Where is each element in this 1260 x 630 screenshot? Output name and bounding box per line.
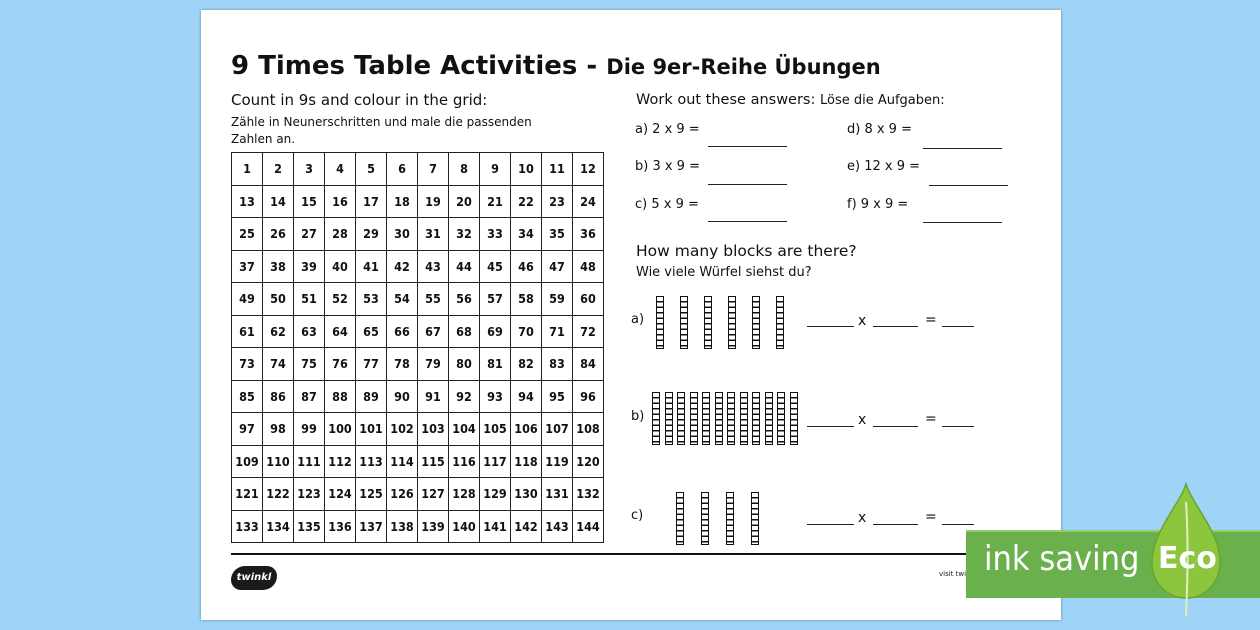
block-rod bbox=[690, 392, 698, 445]
grid-cell[interactable]: 22 bbox=[511, 185, 542, 218]
blocks-answer-c-2[interactable] bbox=[873, 524, 918, 525]
grid-cell[interactable]: 68 bbox=[449, 315, 480, 348]
grid-cell[interactable]: 140 bbox=[449, 510, 480, 543]
grid-row bbox=[232, 348, 604, 381]
blocks-answer-a-3[interactable] bbox=[942, 326, 974, 327]
title-german: Die 9er-Reihe Übungen bbox=[606, 55, 881, 79]
grid-cell[interactable]: 76 bbox=[325, 348, 356, 381]
twinkl-logo: twinkl bbox=[231, 566, 277, 590]
blocks-answer-c-1[interactable] bbox=[807, 524, 854, 525]
blocks-answer-a-2[interactable] bbox=[873, 326, 918, 327]
question-b: b) 3 x 9 = bbox=[635, 159, 700, 174]
blocks-times-c: x bbox=[858, 510, 867, 526]
grid-subheading: Zähle in Neunerschritten und male die passenden Zahlen an. bbox=[231, 115, 532, 146]
grid-cell[interactable]: 141 bbox=[480, 510, 511, 543]
questions-heading bbox=[636, 92, 945, 108]
grid-cell[interactable]: 10 bbox=[511, 153, 542, 186]
grid-cell[interactable]: 117 bbox=[480, 445, 511, 478]
grid-cell[interactable]: 36 bbox=[573, 218, 604, 251]
question-c: c) 5 x 9 = bbox=[635, 197, 699, 212]
grid-cell[interactable]: 4 bbox=[325, 153, 356, 186]
grid-cell[interactable]: 143 bbox=[542, 510, 573, 543]
grid-cell[interactable]: 26 bbox=[263, 218, 294, 251]
grid-row bbox=[232, 153, 604, 186]
grid-cell[interactable]: 79 bbox=[418, 348, 449, 381]
grid-cell[interactable]: 105 bbox=[480, 413, 511, 446]
grid-cell[interactable]: 112 bbox=[325, 445, 356, 478]
title-english: 9 Times Table Activities - bbox=[231, 51, 607, 81]
grid-cell[interactable]: 103 bbox=[418, 413, 449, 446]
grid-cell[interactable]: 69 bbox=[480, 315, 511, 348]
grid-cell[interactable]: 51 bbox=[294, 283, 325, 316]
blocks-answer-c-3[interactable] bbox=[942, 524, 974, 525]
grid-cell[interactable]: 42 bbox=[387, 250, 418, 283]
grid-cell[interactable]: 93 bbox=[480, 380, 511, 413]
grid-cell[interactable]: 35 bbox=[542, 218, 573, 251]
ink-saving-text: ink saving bbox=[984, 539, 1140, 579]
block-rod bbox=[652, 392, 660, 445]
block-rod bbox=[704, 296, 712, 349]
question-d: d) 8 x 9 = bbox=[847, 122, 912, 137]
grid-cell[interactable]: 89 bbox=[356, 380, 387, 413]
grid-cell[interactable]: 50 bbox=[263, 283, 294, 316]
grid-cell[interactable]: 57 bbox=[480, 283, 511, 316]
block-rod bbox=[701, 492, 709, 545]
grid-cell[interactable]: 135 bbox=[294, 510, 325, 543]
grid-cell[interactable]: 88 bbox=[325, 380, 356, 413]
grid-cell[interactable]: 138 bbox=[387, 510, 418, 543]
block-rod bbox=[728, 296, 736, 349]
grid-cell[interactable]: 123 bbox=[294, 478, 325, 511]
questions-heading-german: Löse die Aufgaben: bbox=[819, 93, 945, 108]
grid-cell[interactable]: 128 bbox=[449, 478, 480, 511]
answer-line-e[interactable] bbox=[929, 185, 1008, 186]
question-f: f) 9 x 9 = bbox=[847, 197, 909, 212]
grid-cell[interactable]: 55 bbox=[418, 283, 449, 316]
grid-cell[interactable]: 29 bbox=[356, 218, 387, 251]
grid-cell[interactable]: 98 bbox=[263, 413, 294, 446]
grid-cell[interactable]: 127 bbox=[418, 478, 449, 511]
grid-cell[interactable]: 130 bbox=[511, 478, 542, 511]
grid-cell[interactable]: 84 bbox=[573, 348, 604, 381]
grid-cell[interactable]: 30 bbox=[387, 218, 418, 251]
grid-cell[interactable]: 48 bbox=[573, 250, 604, 283]
grid-row bbox=[232, 250, 604, 283]
grid-cell[interactable]: 67 bbox=[418, 315, 449, 348]
blocks-answer-b-3[interactable] bbox=[942, 426, 974, 427]
grid-cell[interactable]: 85 bbox=[232, 380, 263, 413]
visit-text: visit twi bbox=[939, 570, 967, 578]
grid-cell[interactable]: 23 bbox=[542, 185, 573, 218]
grid-cell[interactable]: 87 bbox=[294, 380, 325, 413]
question-a: a) 2 x 9 = bbox=[635, 122, 700, 137]
block-rod bbox=[702, 392, 710, 445]
grid-cell[interactable]: 139 bbox=[418, 510, 449, 543]
grid-cell[interactable]: 99 bbox=[294, 413, 325, 446]
grid-cell[interactable]: 53 bbox=[356, 283, 387, 316]
answer-line-b[interactable] bbox=[708, 184, 787, 185]
grid-cell[interactable]: 70 bbox=[511, 315, 542, 348]
grid-cell[interactable]: 47 bbox=[542, 250, 573, 283]
blocks-answer-b-2[interactable] bbox=[873, 426, 918, 427]
grid-row bbox=[232, 185, 604, 218]
grid-row bbox=[232, 380, 604, 413]
grid-cell[interactable]: 40 bbox=[325, 250, 356, 283]
block-rod bbox=[740, 392, 748, 445]
grid-cell[interactable]: 111 bbox=[294, 445, 325, 478]
grid-cell[interactable]: 12 bbox=[573, 153, 604, 186]
grid-cell[interactable]: 126 bbox=[387, 478, 418, 511]
grid-cell[interactable]: 62 bbox=[263, 315, 294, 348]
blocks-equals-c: = bbox=[925, 509, 937, 525]
grid-cell[interactable]: 3 bbox=[294, 153, 325, 186]
block-rod bbox=[765, 392, 773, 445]
grid-cell[interactable]: 11 bbox=[542, 153, 573, 186]
grid-cell[interactable]: 120 bbox=[573, 445, 604, 478]
grid-cell[interactable]: 63 bbox=[294, 315, 325, 348]
grid-cell[interactable]: 82 bbox=[511, 348, 542, 381]
grid-cell[interactable]: 83 bbox=[542, 348, 573, 381]
grid-cell[interactable]: 116 bbox=[449, 445, 480, 478]
grid-cell[interactable]: 136 bbox=[325, 510, 356, 543]
grid-cell[interactable]: 134 bbox=[263, 510, 294, 543]
grid-cell[interactable]: 131 bbox=[542, 478, 573, 511]
blocks-times-b: x bbox=[858, 412, 867, 428]
grid-cell[interactable]: 115 bbox=[418, 445, 449, 478]
grid-cell[interactable]: 142 bbox=[511, 510, 542, 543]
grid-cell[interactable]: 97 bbox=[232, 413, 263, 446]
grid-cell[interactable]: 32 bbox=[449, 218, 480, 251]
blocks-answer-a-1[interactable] bbox=[807, 326, 854, 327]
grid-cell[interactable]: 13 bbox=[232, 185, 263, 218]
block-rod bbox=[680, 296, 688, 349]
grid-cell[interactable]: 119 bbox=[542, 445, 573, 478]
grid-cell[interactable]: 86 bbox=[263, 380, 294, 413]
grid-cell[interactable]: 114 bbox=[387, 445, 418, 478]
block-rod bbox=[777, 392, 785, 445]
grid-row bbox=[232, 478, 604, 511]
grid-cell[interactable]: 121 bbox=[232, 478, 263, 511]
answer-line-f[interactable] bbox=[923, 222, 1002, 223]
grid-cell[interactable]: 2 bbox=[263, 153, 294, 186]
grid-cell[interactable]: 133 bbox=[232, 510, 263, 543]
grid-cell[interactable]: 106 bbox=[511, 413, 542, 446]
grid-cell[interactable]: 107 bbox=[542, 413, 573, 446]
grid-row bbox=[232, 315, 604, 348]
blocks-equals-a: = bbox=[925, 312, 937, 328]
grid-cell[interactable]: 9 bbox=[480, 153, 511, 186]
grid-cell[interactable]: 64 bbox=[325, 315, 356, 348]
block-rod bbox=[726, 492, 734, 545]
grid-row bbox=[232, 283, 604, 316]
grid-cell[interactable]: 19 bbox=[418, 185, 449, 218]
answer-line-c[interactable] bbox=[708, 221, 787, 222]
block-rod bbox=[727, 392, 735, 445]
blocks-heading: How many blocks are there? bbox=[636, 242, 857, 260]
grid-cell[interactable]: 43 bbox=[418, 250, 449, 283]
grid-cell[interactable]: 124 bbox=[325, 478, 356, 511]
grid-cell[interactable]: 54 bbox=[387, 283, 418, 316]
grid-cell[interactable]: 144 bbox=[573, 510, 604, 543]
grid-cell[interactable]: 24 bbox=[573, 185, 604, 218]
grid-cell[interactable]: 5 bbox=[356, 153, 387, 186]
grid-cell[interactable]: 18 bbox=[387, 185, 418, 218]
blocks-answer-b-1[interactable] bbox=[807, 426, 854, 427]
grid-cell[interactable]: 38 bbox=[263, 250, 294, 283]
worksheet-title bbox=[231, 44, 881, 82]
block-rod bbox=[665, 392, 673, 445]
grid-cell[interactable]: 39 bbox=[294, 250, 325, 283]
blocks-times-a: x bbox=[858, 313, 867, 329]
blocks-label-a: a) bbox=[631, 312, 645, 327]
block-rod bbox=[715, 392, 723, 445]
block-rod bbox=[677, 392, 685, 445]
eco-label: Eco bbox=[1158, 541, 1217, 576]
grid-cell[interactable]: 21 bbox=[480, 185, 511, 218]
grid-cell[interactable]: 17 bbox=[356, 185, 387, 218]
grid-cell[interactable]: 44 bbox=[449, 250, 480, 283]
grid-cell[interactable]: 118 bbox=[511, 445, 542, 478]
grid-cell[interactable]: 65 bbox=[356, 315, 387, 348]
grid-cell[interactable]: 15 bbox=[294, 185, 325, 218]
grid-cell[interactable]: 132 bbox=[573, 478, 604, 511]
questions-heading-english: Work out these answers: bbox=[636, 92, 820, 108]
grid-cell[interactable]: 100 bbox=[325, 413, 356, 446]
block-rod bbox=[752, 392, 760, 445]
grid-cell[interactable]: 52 bbox=[325, 283, 356, 316]
grid-cell[interactable]: 91 bbox=[418, 380, 449, 413]
blocks-label-c: c) bbox=[631, 508, 644, 523]
block-rod bbox=[751, 492, 759, 545]
grid-cell[interactable]: 49 bbox=[232, 283, 263, 316]
block-rod bbox=[656, 296, 664, 349]
hundred-square-grid bbox=[231, 152, 604, 543]
block-rod bbox=[790, 392, 798, 445]
grid-cell[interactable]: 37 bbox=[232, 250, 263, 283]
grid-cell[interactable]: 129 bbox=[480, 478, 511, 511]
grid-cell[interactable]: 81 bbox=[480, 348, 511, 381]
grid-cell[interactable]: 61 bbox=[232, 315, 263, 348]
grid-cell[interactable]: 122 bbox=[263, 478, 294, 511]
grid-cell[interactable]: 109 bbox=[232, 445, 263, 478]
grid-cell[interactable]: 28 bbox=[325, 218, 356, 251]
grid-cell[interactable]: 46 bbox=[511, 250, 542, 283]
grid-row bbox=[232, 413, 604, 446]
grid-cell[interactable]: 80 bbox=[449, 348, 480, 381]
grid-cell[interactable]: 96 bbox=[573, 380, 604, 413]
grid-cell[interactable]: 14 bbox=[263, 185, 294, 218]
grid-cell[interactable]: 20 bbox=[449, 185, 480, 218]
grid-cell[interactable]: 45 bbox=[480, 250, 511, 283]
grid-cell[interactable]: 75 bbox=[294, 348, 325, 381]
grid-cell[interactable]: 1 bbox=[232, 153, 263, 186]
grid-cell[interactable]: 58 bbox=[511, 283, 542, 316]
block-rod bbox=[676, 492, 684, 545]
grid-cell[interactable]: 78 bbox=[387, 348, 418, 381]
grid-cell[interactable]: 7 bbox=[418, 153, 449, 186]
blocks-subheading: Wie viele Würfel siehst du? bbox=[636, 265, 812, 280]
grid-cell[interactable]: 8 bbox=[449, 153, 480, 186]
grid-cell[interactable]: 33 bbox=[480, 218, 511, 251]
grid-cell[interactable]: 110 bbox=[263, 445, 294, 478]
grid-cell[interactable]: 108 bbox=[573, 413, 604, 446]
grid-cell[interactable]: 90 bbox=[387, 380, 418, 413]
grid-cell[interactable]: 77 bbox=[356, 348, 387, 381]
grid-heading: Count in 9s and colour in the grid: bbox=[231, 91, 488, 109]
blocks-label-b: b) bbox=[631, 409, 645, 424]
grid-cell[interactable]: 16 bbox=[325, 185, 356, 218]
grid-cell[interactable]: 25 bbox=[232, 218, 263, 251]
grid-cell[interactable]: 73 bbox=[232, 348, 263, 381]
grid-cell[interactable]: 104 bbox=[449, 413, 480, 446]
grid-cell[interactable]: 41 bbox=[356, 250, 387, 283]
grid-cell[interactable]: 94 bbox=[511, 380, 542, 413]
grid-cell[interactable]: 66 bbox=[387, 315, 418, 348]
grid-cell[interactable]: 125 bbox=[356, 478, 387, 511]
footer-divider bbox=[231, 553, 1031, 555]
grid-cell[interactable]: 6 bbox=[387, 153, 418, 186]
grid-cell[interactable]: 92 bbox=[449, 380, 480, 413]
grid-row bbox=[232, 445, 604, 478]
blocks-equals-b: = bbox=[925, 411, 937, 427]
grid-cell[interactable]: 95 bbox=[542, 380, 573, 413]
question-e: e) 12 x 9 = bbox=[847, 159, 920, 174]
grid-cell[interactable]: 102 bbox=[387, 413, 418, 446]
grid-cell[interactable]: 31 bbox=[418, 218, 449, 251]
grid-cell[interactable]: 56 bbox=[449, 283, 480, 316]
grid-cell[interactable]: 59 bbox=[542, 283, 573, 316]
answer-line-a[interactable] bbox=[708, 146, 787, 147]
block-rod bbox=[776, 296, 784, 349]
worksheet-page bbox=[201, 10, 1061, 620]
grid-cell[interactable]: 71 bbox=[542, 315, 573, 348]
grid-cell[interactable]: 27 bbox=[294, 218, 325, 251]
grid-cell[interactable]: 113 bbox=[356, 445, 387, 478]
grid-cell[interactable]: 34 bbox=[511, 218, 542, 251]
grid-cell[interactable]: 74 bbox=[263, 348, 294, 381]
grid-cell[interactable]: 137 bbox=[356, 510, 387, 543]
answer-line-d[interactable] bbox=[923, 148, 1002, 149]
grid-cell[interactable]: 60 bbox=[573, 283, 604, 316]
grid-row bbox=[232, 218, 604, 251]
block-rod bbox=[752, 296, 760, 349]
grid-cell[interactable]: 101 bbox=[356, 413, 387, 446]
grid-cell[interactable]: 72 bbox=[573, 315, 604, 348]
grid-row bbox=[232, 510, 604, 543]
